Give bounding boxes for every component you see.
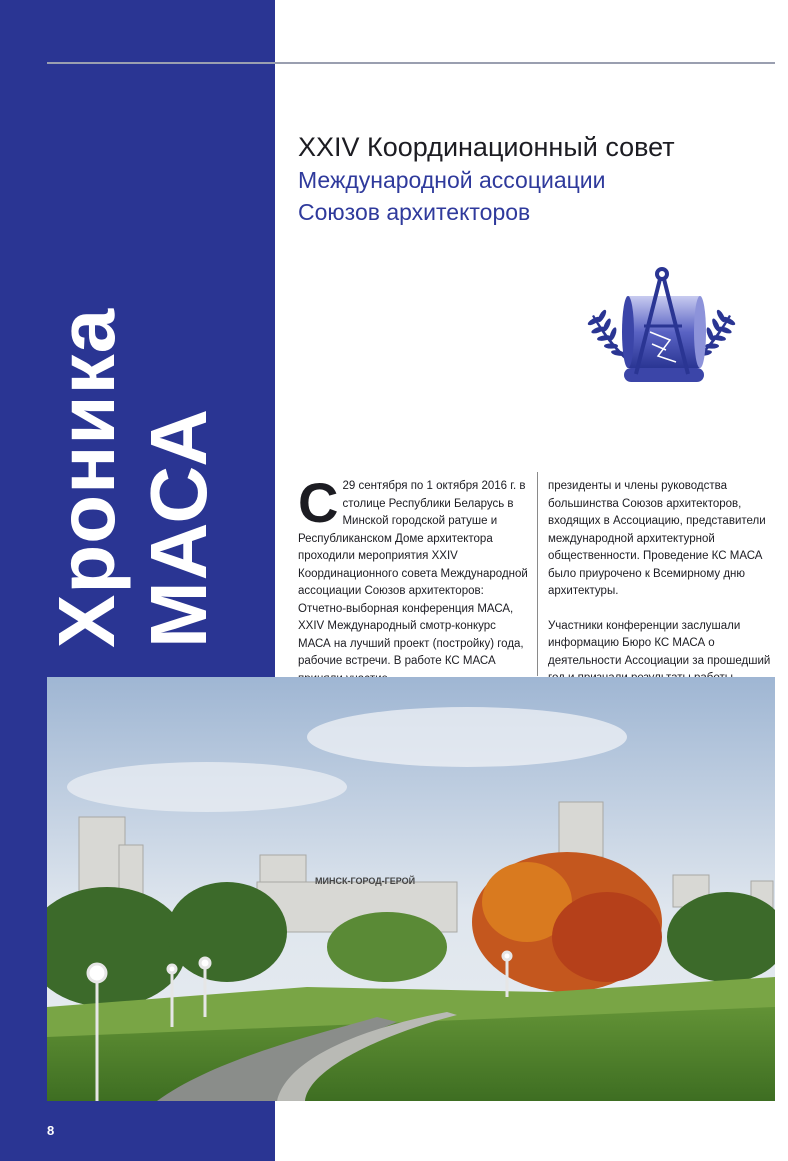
top-rule (47, 62, 775, 64)
emblem-logo (584, 266, 739, 392)
section-title-line2: МАСА (134, 408, 223, 648)
heading-line1: XXIV Координационный совет (298, 132, 675, 162)
page-number: 8 (47, 1123, 55, 1138)
heading-line3: Союзов архитекторов (298, 199, 531, 225)
heading-line2: Международной ассоциации (298, 167, 606, 193)
photo-sign-text: МИНСК-ГОРОД-ГЕРОЙ (315, 876, 416, 886)
column-divider (537, 472, 538, 676)
section-title (41, 268, 225, 648)
article-text-col2-p2: Участники конференции заслушали информацию Бюро КС МАСА о деятельности Ассоциации за прошедший (548, 619, 771, 667)
drop-cap: С (298, 471, 339, 534)
section-title-line1: Хроника (42, 307, 131, 648)
article-heading (298, 130, 768, 228)
article-column-2 (548, 478, 784, 705)
autumn-tree (472, 852, 662, 992)
minsk-city-photo (47, 677, 775, 1101)
article-text-col2-p1: президенты и члены руководства большинства Союзов архитекторов, входящих в Ассоциацию, представители международной архитектурной общественности. Проведение КС МАСА было приурочено к Всемирному дню архитектуры. (548, 480, 766, 597)
article-text-col1: 29 сентября по 1 октября 2016 г. в столице Республики Беларусь в Минской городской ратуше и Республиканском Доме архитектора проходили мероприятия XXIV Координационного совета Международной ассоциации Союзов архитекторов: Отчетно-выборная конференция МАСА, XXIV Международный смотр-конкурс МАСА на лучший проект (постройку) года, рабочие встречи. В работе КС МАСА (298, 480, 528, 667)
article-column-1 (298, 471, 528, 688)
scroll-icon (622, 296, 706, 382)
